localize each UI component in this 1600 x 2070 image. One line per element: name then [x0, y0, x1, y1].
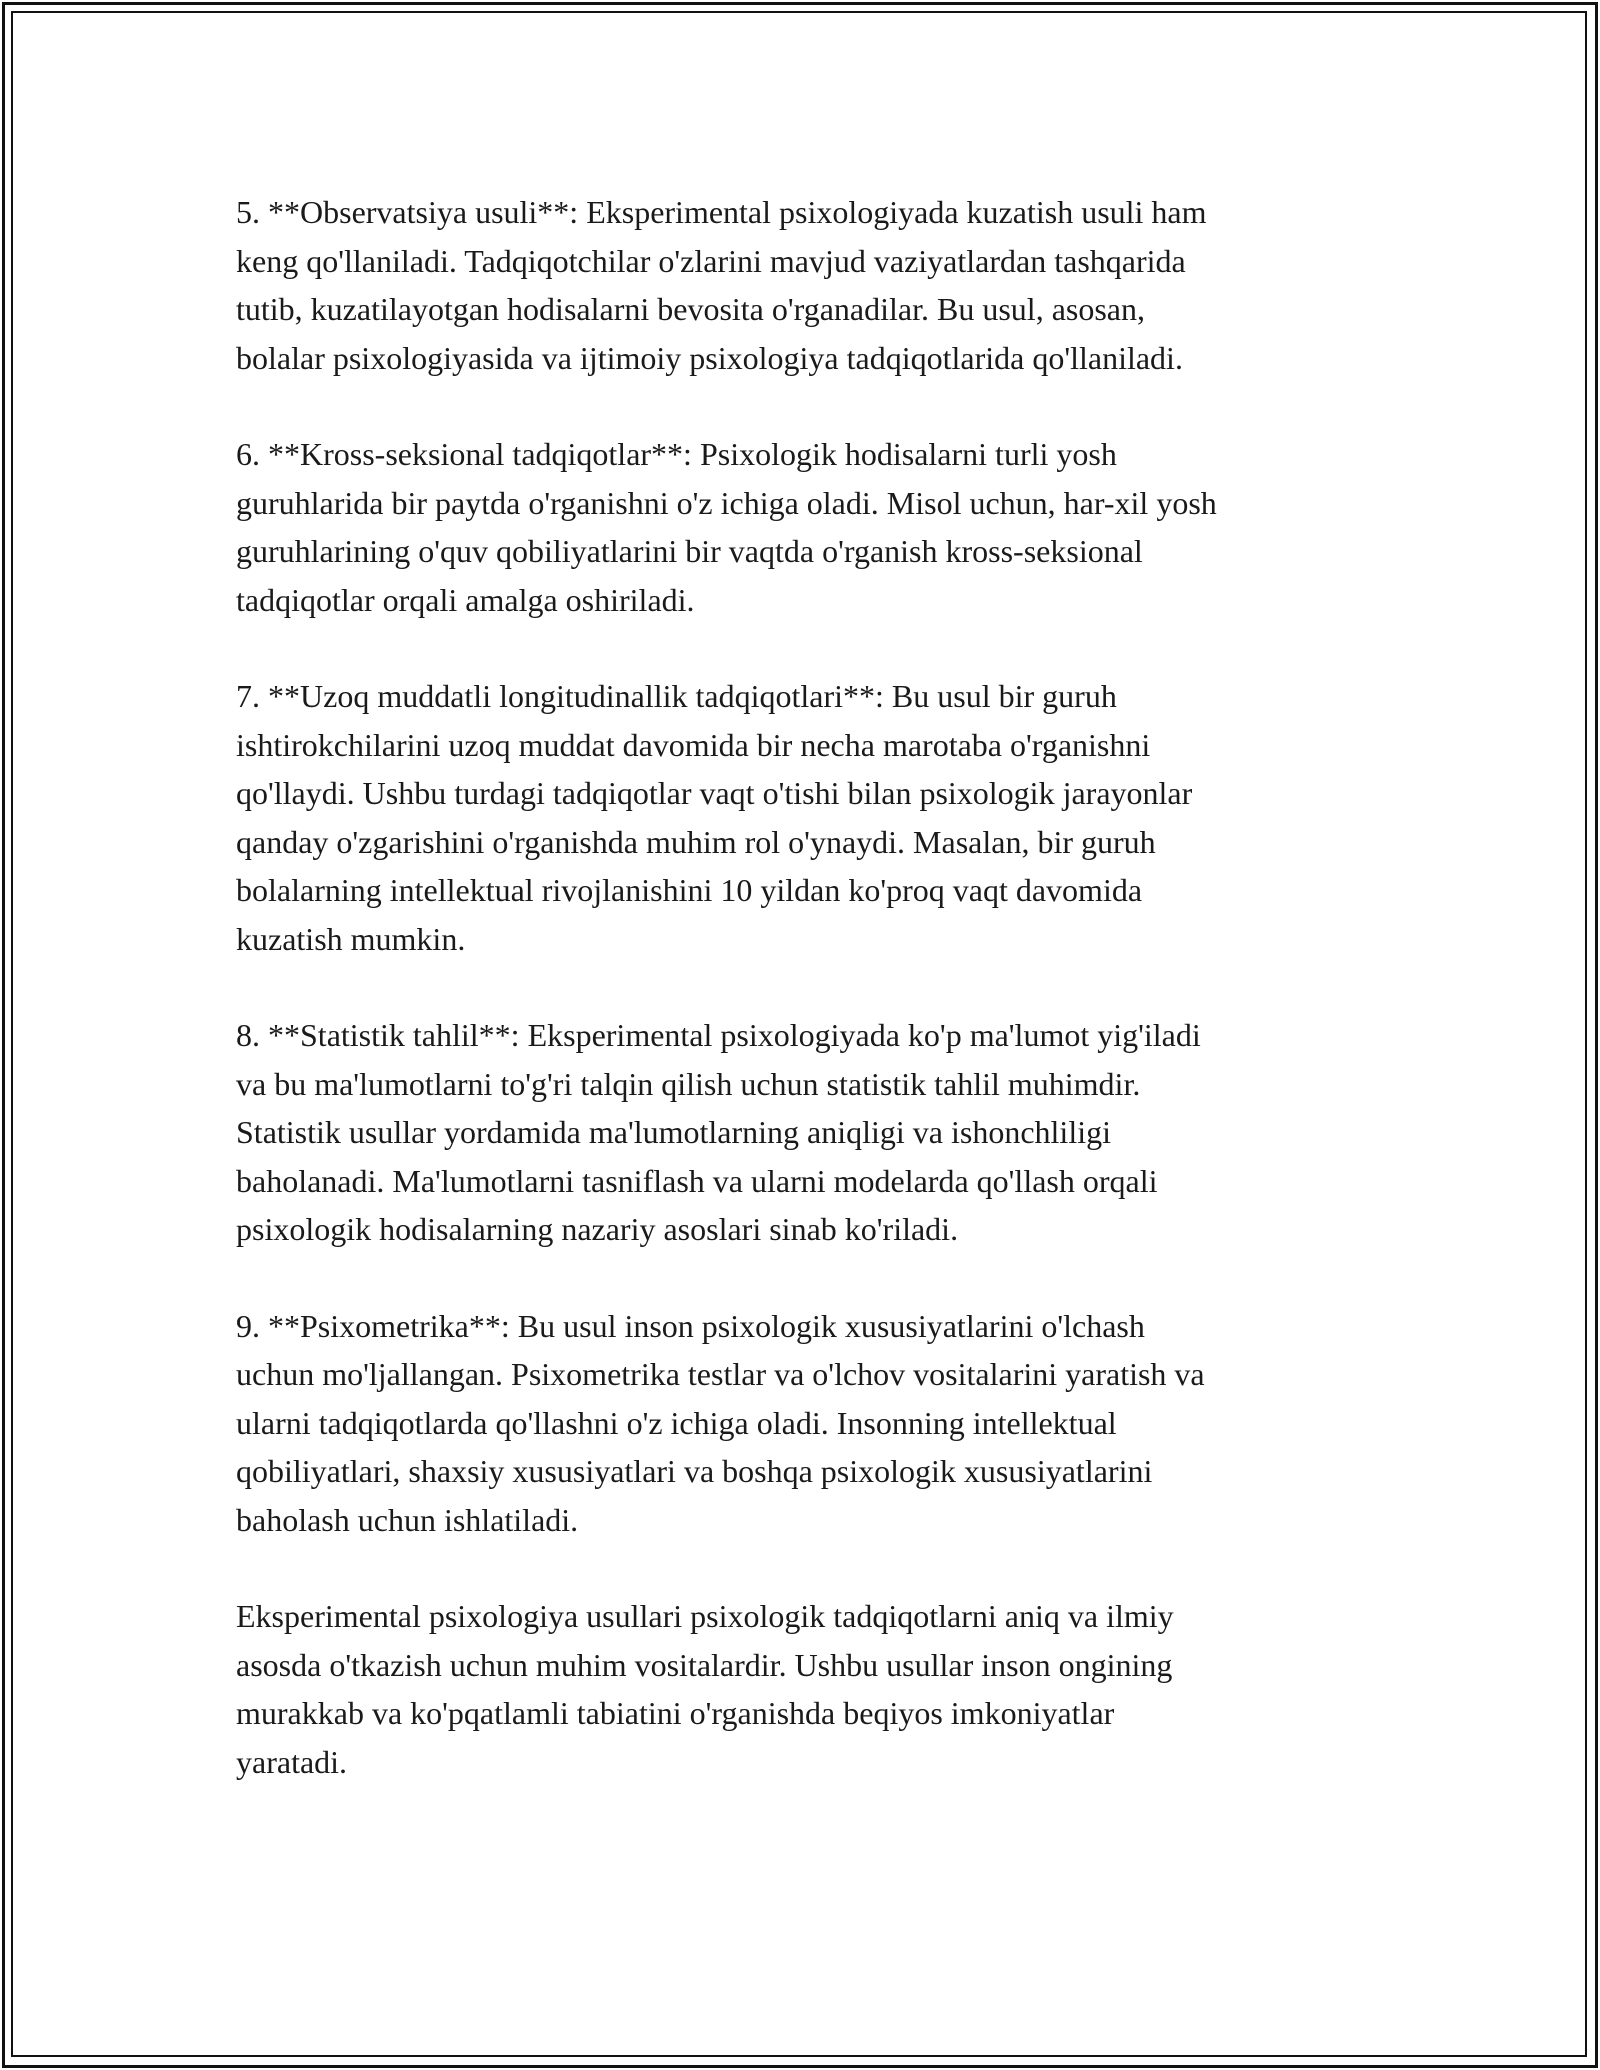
paragraph-observatsiya: 5. **Observatsiya usuli**: Eksperimental psixologiyada kuzatish usuli ham keng qo'llaniladi. Tadqiqotchilar o'zlarini mavjud vaziyatlardan tashqarida tutib, kuzatilayotgan hodisalarni bevosita o'rganadilar. Bu usul, asosan, bolalar psixologiyasida va ijtimoiy psixologiya tadqiqotlarida qo'llaniladi.	[236, 194, 1207, 376]
paragraph-kross-seksional: 6. **Kross-seksional tadqiqotlar**: Psixologik hodisalarni turli yosh guruhlarida bir paytda o'rganishni o'z ichiga oladi. Misol uchun, har-xil yosh guruhlarining o'quv qobiliyatlarini bir vaqtda o'rganish kross-seksional tadqiqotlar orqali amalga oshiriladi.	[236, 436, 1217, 618]
document-body	[236, 188, 1376, 1834]
paragraph-conclusion: Eksperimental psixologiya usullari psixologik tadqiqotlarni aniq va ilmiy asosda o'tkazish uchun muhim vositalardir. Ushbu usullar inson ongining murakkab va ko'pqatlamli tabiatini o'rganishda beqiyos imkoniyatlar yaratadi.	[236, 1598, 1174, 1780]
paragraph-psixometrika: 9. **Psixometrika**: Bu usul inson psixologik xususiyatlarini o'lchash uchun mo'ljallangan. Psixometrika testlar va o'lchov vositalarini yaratish va ularni tadqiqotlarda qo'llashni o'z ichiga oladi. Insonning intellektual qobiliyatlari, shaxsiy xususiyatlari va boshqa psixologik xususiyatlarini baholash uchun ishlatiladi.	[236, 1307, 1205, 1538]
paragraph-longitudinallik: 7. **Uzoq muddatli longitudinallik tadqiqotlari**: Bu usul bir guruh ishtirokchilarini uzoq muddat davomida bir necha marotaba o'rganishni qo'llaydi. Ushbu turdagi tadqiqotlar vaqt o'tishi bilan psixologik jarayonlar qanday o'zgarishini o'rganishda muhim rol o'ynaydi. Masalan, bir guruh bolalarning intellektual rivojlanishini 10 yildan ko'proq vaqt davomida kuzatish mumkin.	[236, 678, 1193, 957]
paragraph-statistik-tahlil: 8. **Statistik tahlil**: Eksperimental psixologiyada ko'p ma'lumot yig'iladi va bu ma'lumotlarni to'g'ri talqin qilish uchun statistik tahlil muhimdir. Statistik usullar yordamida ma'lumotlarning aniqligi va ishonchliligi baholanadi. Ma'lumotlarni tasniflash va ularni modelarda qo'llash orqali psixologik hodisalarning nazariy asoslari sinab ko'riladi.	[236, 1017, 1201, 1247]
